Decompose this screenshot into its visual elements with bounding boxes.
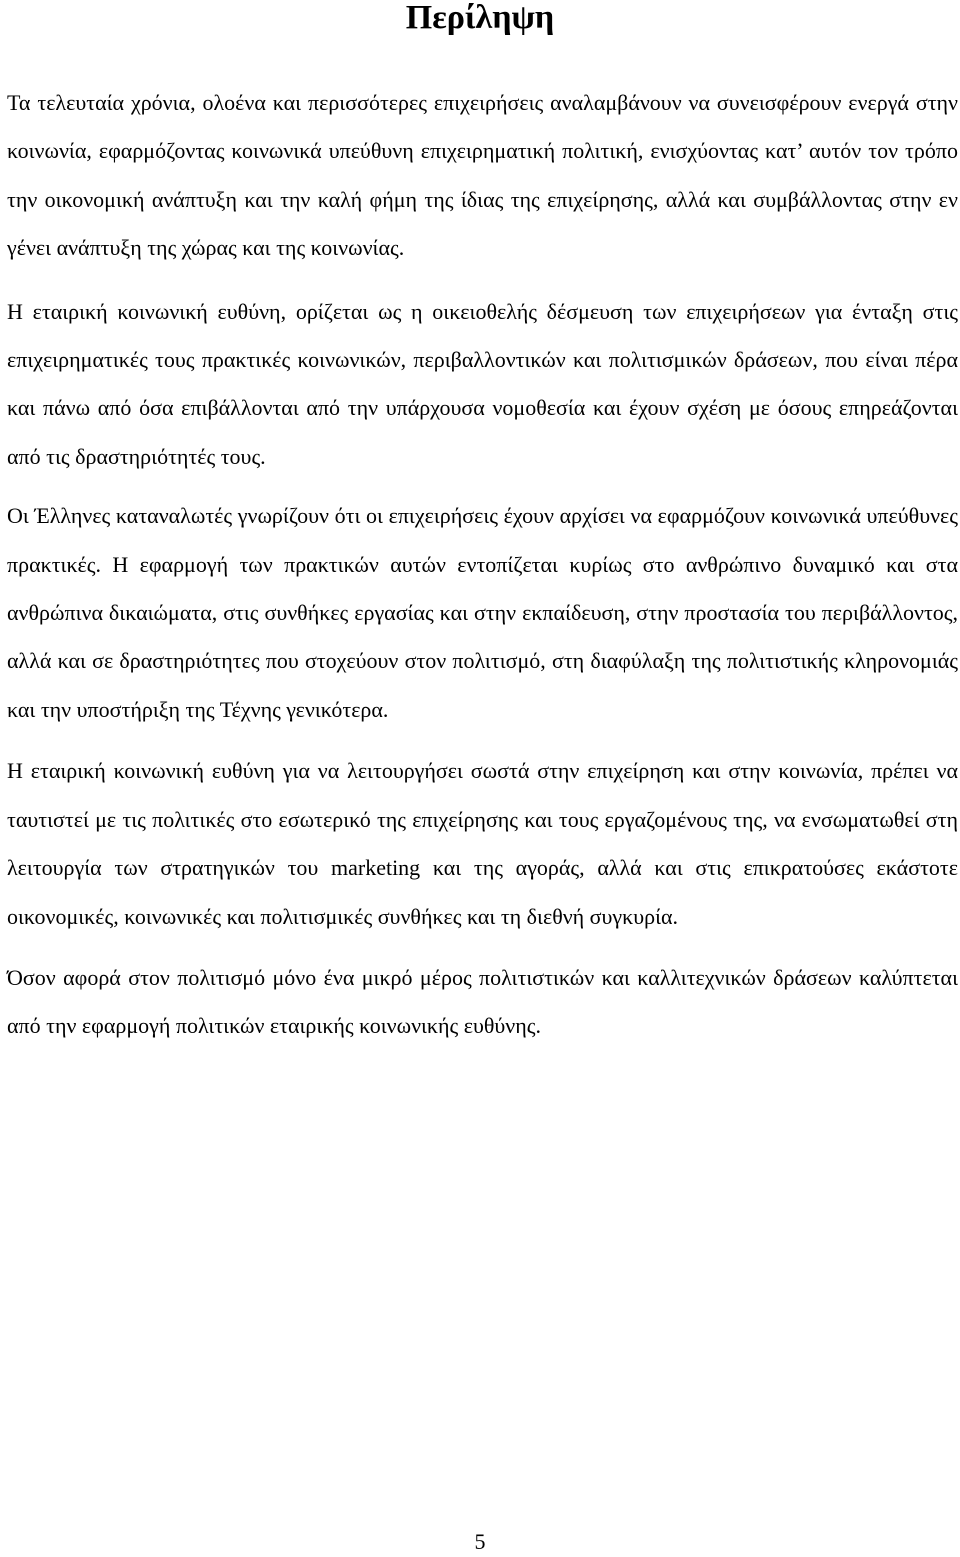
- paragraph-consumers: Οι Έλληνες καταναλωτές γνωρίζουν ότι οι επιχειρήσεις έχουν αρχίσει να εφαρμόζουν κοινωνικά υπεύθυνες πρακτικές. Η εφαρμογή των πρακτικών αυτών εντοπίζεται κυρίως στο ανθρώπινο δυναμικό και στα ανθρώπινα δικαιώματα, στις συνθήκες εργασίας και στην εκπαίδευση, στην προστασία του περιβάλλοντος, αλλά και σε δραστηριότητες που στοχεύουν στον πολιτισμό, στη διαφύλαξη της πολιτιστικής κληρονομιάς και την υποστήριξη της Τέχνης γενικότερα.: [7, 503, 958, 722]
- document-body: [7, 79, 958, 1051]
- paragraph-culture: Όσον αφορά στον πολιτισμό μόνο ένα μικρό μέρος πολιτιστικών και καλλιτεχνικών δράσεων καλύπτεται από την εφαρμογή πολιτικών εταιρικής κοινωνικής ευθύνης.: [7, 964, 958, 1039]
- page-number: 5: [474, 1529, 486, 1554]
- paragraph-intro: Τα τελευταία χρόνια, ολοένα και περισσότερες επιχειρήσεις αναλαμβάνουν να συνεισφέρουν ενεργά στην κοινωνία, εφαρμόζοντας κοινωνικά υπεύθυνη επιχειρηματική πολιτική, ενισχύοντας κατ’ αυτόν τον τρόπο την οικονομική ανάπτυξη και την καλή φήμη της ίδιας της επιχείρησης, αλλά και συμβάλλοντας στην εν γένει ανάπτυξη της χώρας και της κοινωνίας.: [7, 90, 958, 261]
- paragraph-definition: Η εταιρική κοινωνική ευθύνη, ορίζεται ως η οικειοθελής δέσμευση των επιχειρήσεων για ένταξη στις επιχειρηματικές τους πρακτικές κοινωνικών, περιβαλλοντικών και πολιτισμικών δράσεων, που είναι πέρα και πάνω από όσα επιβάλλονται από την υπάρχουσα νομοθεσία και έχουν σχέση με όσους επηρεάζονται από τις δραστηριότητές τους.: [7, 298, 958, 469]
- paragraph-implementation: Η εταιρική κοινωνική ευθύνη για να λειτουργήσει σωστά στην επιχείρηση και στην κοινωνία, πρέπει να ταυτιστεί με τις πολιτικές στο εσωτερικό της επιχείρησης και τους εργαζομένους της, να ενσωματωθεί στη λειτουργία των στρατηγικών του marketing και της αγοράς, αλλά και στις επικρατούσες εκάστοτε οικονομικές, κοινωνικές και πολιτισμικές συνθήκες και τη διεθνή συγκυρία.: [7, 758, 958, 929]
- page-title: Περίληψη: [405, 0, 555, 36]
